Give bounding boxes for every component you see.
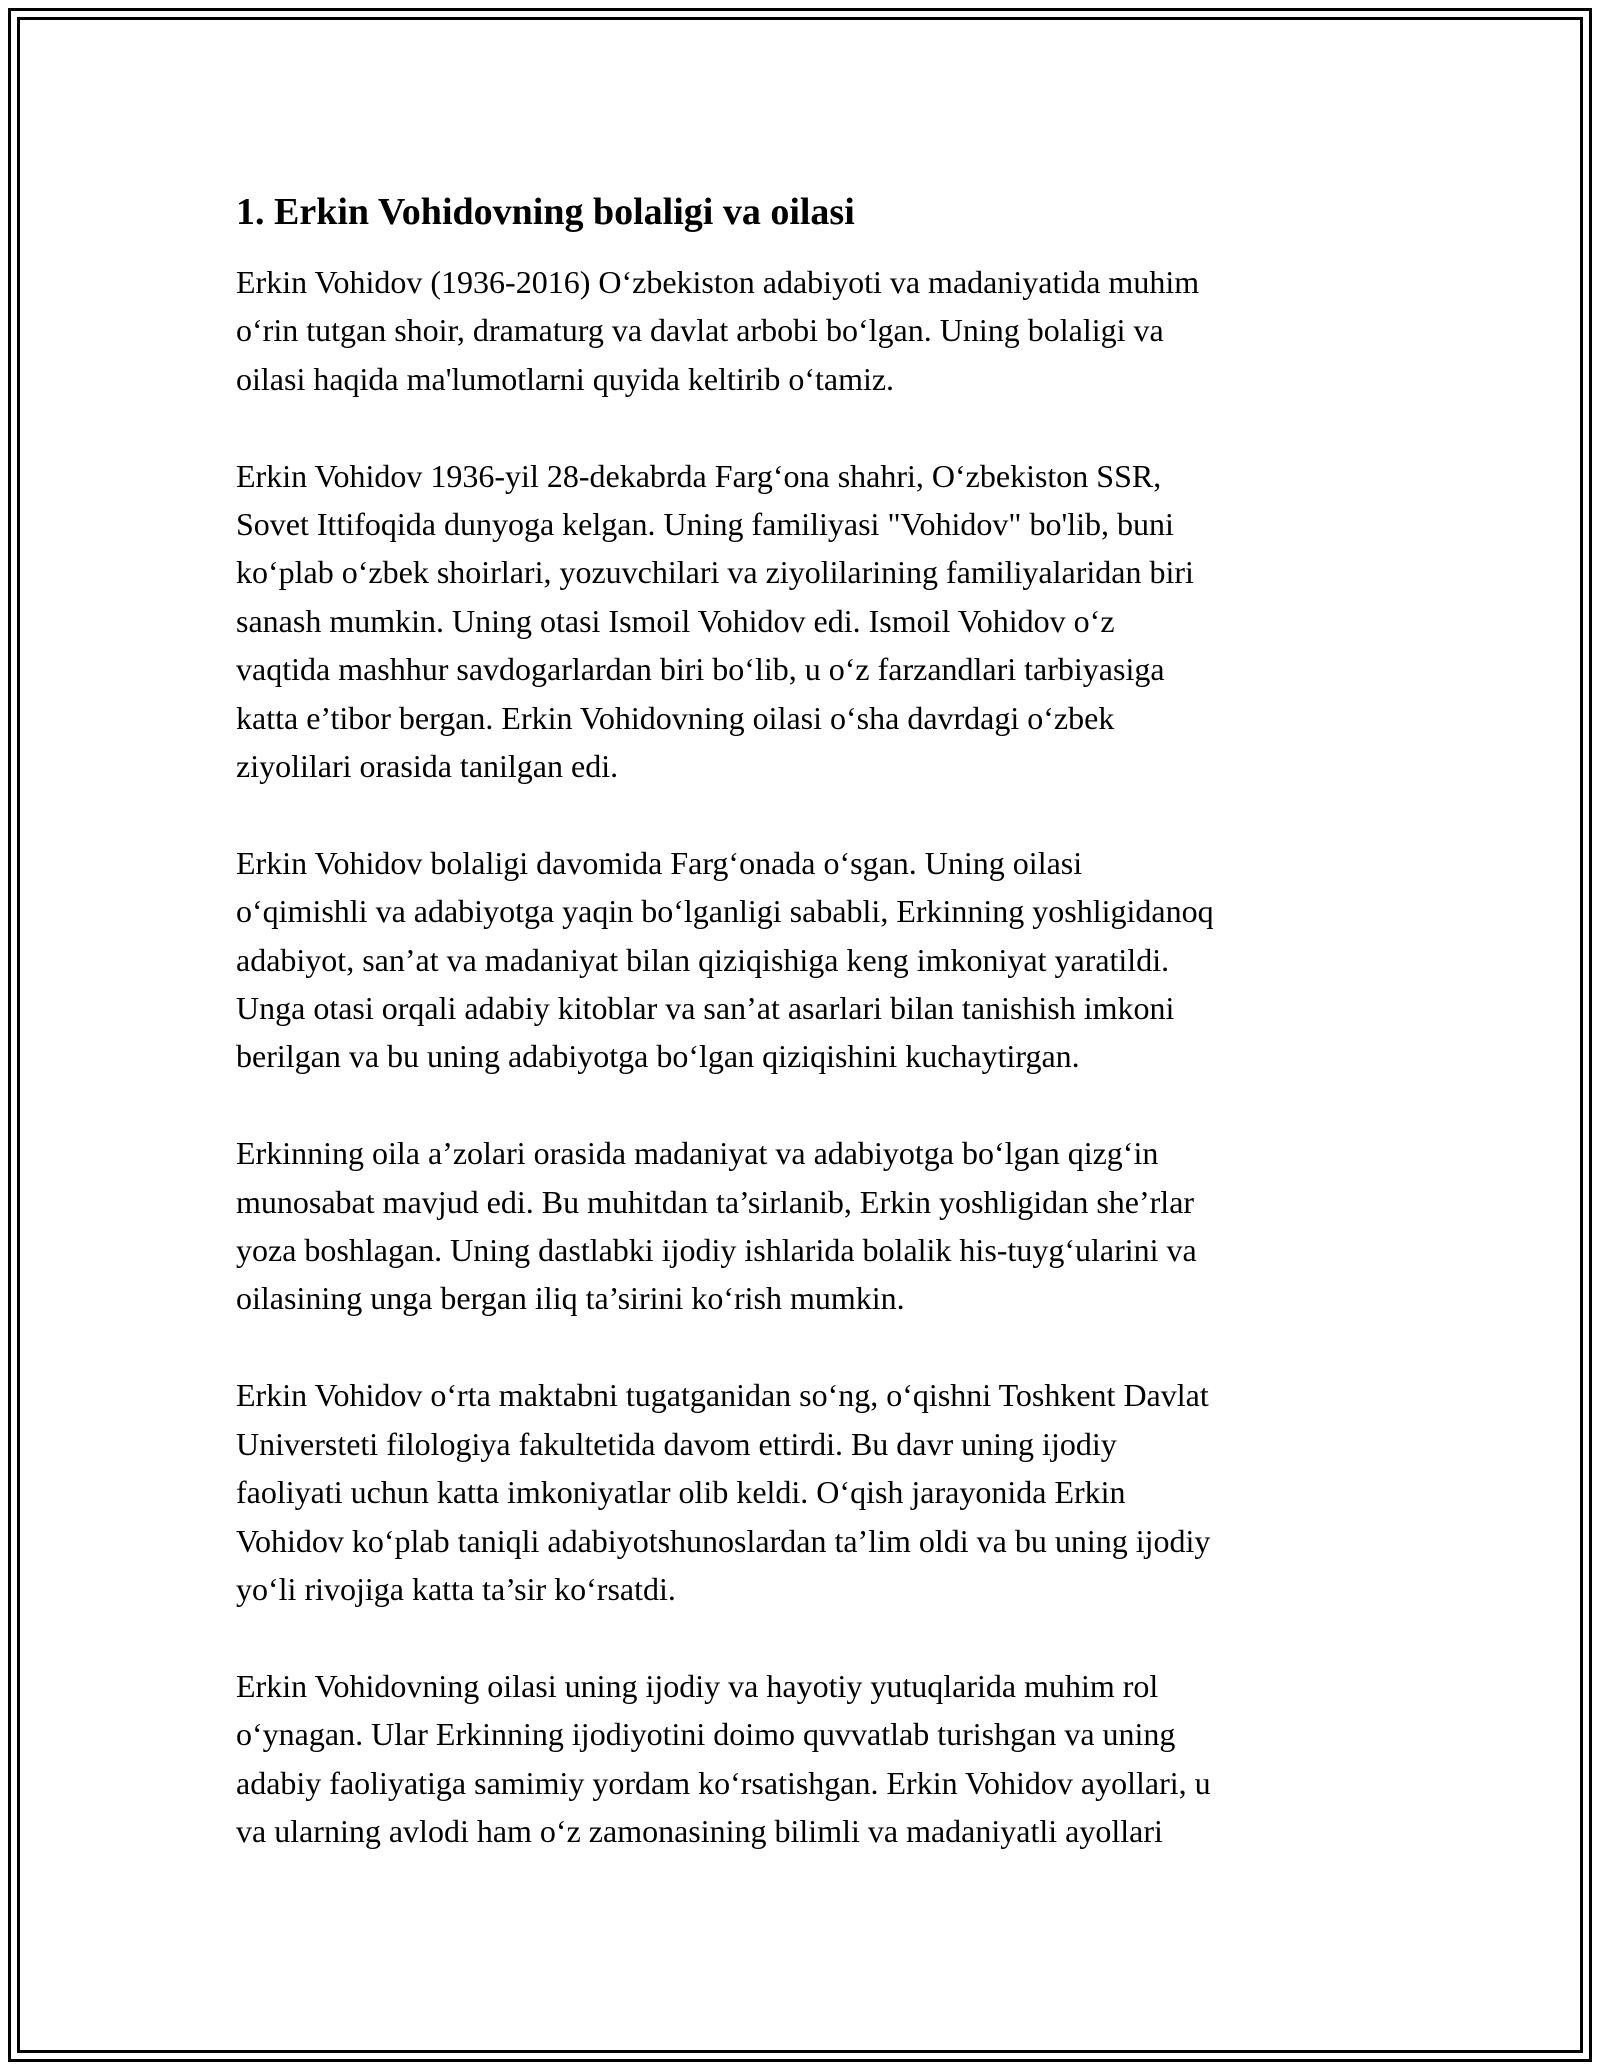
paragraph-family-support	[236, 1662, 1376, 1856]
paragraph-line: yo‘li rivojiga katta ta’sir ko‘rsatdi.	[236, 1570, 676, 1607]
paragraph-line: o‘qimishli va adabiyotga yaqin bo‘lganligi sababli, Erkinning yoshligidanoq	[236, 893, 1214, 930]
paragraph-line: oilasining unga bergan iliq ta’sirini ko‘rish mumkin.	[236, 1280, 905, 1317]
section-heading: 1. Erkin Vohidovning bolaligi va oilasi	[236, 191, 855, 233]
paragraph-line: sanash mumkin. Uning otasi Ismoil Vohidov edi. Ismoil Vohidov o‘z	[236, 602, 1115, 639]
paragraph-line: katta e’tibor bergan. Erkin Vohidovning oilasi o‘sha davrdagi o‘zbek	[236, 699, 1115, 736]
paragraph-line: faoliyati uchun katta imkoniyatlar olib keldi. O‘qish jarayonida Erkin	[236, 1474, 1126, 1511]
paragraph-line: yoza boshlagan. Uning dastlabki ijodiy ishlarida bolalik his-tuyg‘ularini va	[236, 1232, 1197, 1269]
paragraph-intro	[236, 258, 1376, 403]
paragraph-education	[236, 1371, 1376, 1613]
paragraph-line: Erkin Vohidov bolaligi davomida Farg‘onada o‘sgan. Uning oilasi	[236, 844, 1083, 881]
paragraph-line: Erkin Vohidovning oilasi uning ijodiy va hayotiy yutuqlarida muhim rol	[236, 1667, 1159, 1704]
paragraph-line: Erkinning oila a’zolari orasida madaniyat va adabiyotga bo‘lgan qizg‘in	[236, 1135, 1159, 1172]
paragraph-childhood	[236, 839, 1376, 1081]
paragraph-line: Erkin Vohidov (1936-2016) O‘zbekiston adabiyoti va madaniyatida muhim	[236, 264, 1200, 300]
paragraph-line: o‘ynagan. Ular Erkinning ijodiyotini doimo quvvatlab turishgan va uning	[236, 1716, 1176, 1753]
paragraph-line: Unga otasi orqali adabiy kitoblar va san’at asarlari bilan tanishish imkoni	[236, 990, 1175, 1027]
paragraph-line: o‘rin tutgan shoir, dramaturg va davlat arbobi bo‘lgan. Uning bolaligi va	[236, 312, 1164, 349]
paragraph-line: oilasi haqida ma'lumotlarni quyida keltirib o‘tamiz.	[236, 360, 895, 397]
paragraph-family-culture	[236, 1129, 1376, 1323]
paragraph-line: adabiyot, san’at va madaniyat bilan qiziqishiga keng imkoniyat yaratildi.	[236, 941, 1170, 978]
paragraph-line: Universteti filologiya fakultetida davom ettirdi. Bu davr uning ijodiy	[236, 1425, 1117, 1462]
paragraph-line: Sovet Ittifoqida dunyoga kelgan. Uning familiyasi "Vohidov" bo'lib, buni	[236, 506, 1174, 543]
paragraph-line: Erkin Vohidov 1936-yil 28-dekabrda Farg‘ona shahri, O‘zbekiston SSR,	[236, 457, 1162, 494]
paragraph-line: va ularning avlodi ham o‘z zamonasining bilimli va madaniyatli ayollari	[236, 1812, 1163, 1849]
document-body	[236, 188, 1376, 1904]
paragraph-line: ko‘plab o‘zbek shoirlari, yozuvchilari va ziyolilarining familiyalaridan biri	[236, 554, 1194, 591]
paragraph-line: berilgan va bu uning adabiyotga bo‘lgan qiziqishini kuchaytirgan.	[236, 1038, 1080, 1075]
paragraph-line: Vohidov ko‘plab taniqli adabiyotshunoslardan ta’lim oldi va bu uning ijodiy	[236, 1522, 1211, 1559]
paragraph-line: munosabat mavjud edi. Bu muhitdan ta’sirlanib, Erkin yoshligidan she’rlar	[236, 1183, 1195, 1220]
paragraph-line: vaqtida mashhur savdogarlardan biri bo‘lib, u o‘z farzandlari tarbiyasiga	[236, 651, 1165, 688]
paragraph-line: adabiy faoliyatiga samimiy yordam ko‘rsatishgan. Erkin Vohidov ayollari, u	[236, 1764, 1211, 1801]
paragraph-line: ziyolilari orasida tanilgan edi.	[236, 748, 619, 785]
paragraph-line: Erkin Vohidov o‘rta maktabni tugatganidan so‘ng, o‘qishni Toshkent Davlat	[236, 1377, 1209, 1414]
paragraph-birth	[236, 452, 1376, 791]
